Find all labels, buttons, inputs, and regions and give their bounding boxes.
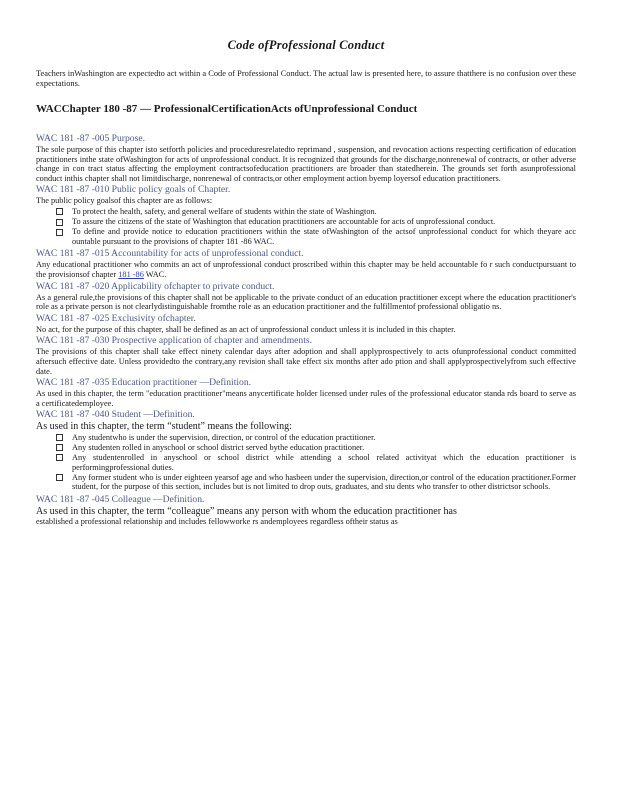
- bullet-list: [36, 433, 576, 492]
- square-bullet-icon: [56, 474, 63, 481]
- section-heading: WAC 181 -87 -015 Accountability for acts of unprofessional conduct.: [36, 248, 304, 260]
- square-bullet-icon: [56, 229, 63, 236]
- section-heading: WAC 181 -87 -020 Applicability ofchapter to private conduct.: [36, 280, 275, 292]
- document-page: [36, 38, 576, 528]
- list-item-text: To assure the citizens of the state of Washington that education practitioners are accountable for acts of unprofessional conduct.: [72, 217, 496, 227]
- intro-paragraph: Teachers inWashington are expectedto act within a Code of Professional Conduct. The actual law is presented here, to assure thatthere is no confusion over these expectations.: [36, 69, 576, 88]
- section-040: [36, 409, 576, 492]
- section-025: [36, 313, 576, 335]
- section-body: [36, 260, 576, 279]
- list-item: [56, 433, 576, 443]
- list-item: [56, 453, 576, 472]
- square-bullet-icon: [56, 454, 63, 461]
- section-020: [36, 281, 576, 312]
- section-010: [36, 184, 576, 246]
- section-body-text: WAC.: [145, 269, 167, 279]
- section-015: [36, 248, 576, 279]
- section-heading: WAC 181 -87 -025 Exclusivity ofchapter.: [36, 312, 196, 324]
- square-bullet-icon: [56, 208, 63, 215]
- section-body: The provisions of this chapter shall take effect ninety calendar days after adoption and shall applyprospectively to acts ofunprofessional conduct committed aftersuch effective date. Unless providedto the contrary,any revision shall take effect six months after ado ption and shall applyprospectivelyfrom such effective date.: [36, 347, 576, 376]
- list-item-text: Any studentenrolled in anyschool or school district while attending a school related activityat which the education practitioner is performingprofessional duties.: [72, 452, 576, 472]
- section-body: As used in this chapter, the term "education practitioner"means anycertificate holder licensed under rules of the professional educator standa rds board to serve as a certificatedemployee.: [36, 389, 576, 408]
- document-title: Code ofProfessional Conduct: [227, 38, 385, 52]
- section-heading: WAC 181 -87 -045 Colleague —Definition.: [36, 493, 205, 505]
- list-item-text: To protect the health, safety, and general welfare of students within the state of Washington.: [72, 206, 377, 216]
- list-item-text: Any studenten rolled in anyschool or school district served bythe education practitioner.: [72, 442, 365, 452]
- square-bullet-icon: [56, 219, 63, 226]
- section-030: [36, 335, 576, 376]
- square-bullet-icon: [56, 444, 63, 451]
- section-body: The sole purpose of this chapter isto setforth policies and proceduresrelatedto reprimand , suspension, and revocation actions respecting certification of education practitioners inthe state ofWashington for acts of unprofessional conduct. It is recognized that grounds for the discharge,nonrenewal of contracts, or other adverse change in con tract status affecting the employment contractsofeducation practitioners are broader than statedherein. The grounds set forth asunprofessional conduct inthis chapter shall not limitdischarge, nonrenewal of contracts,or other employment action byemp loyersof education practitioners.: [36, 145, 576, 183]
- section-045: [36, 494, 576, 527]
- list-item-text: Any former student who is under eighteen yearsof age and who hasbeen under the supervision, direction,or control of the education practitioner.Former student, for the purpose of this section, includes but is not limited to drop outs, graduates, and stu dents who transfer to other districtsor schools.: [72, 472, 576, 492]
- section-body-continued: established a professional relationship and includes fellowworke rs andemployees regardless oftheir status as: [36, 517, 398, 527]
- list-item-text: Any studentwho is under the supervision, direction, or control of the education practitioner.: [72, 432, 376, 442]
- section-heading: WAC 181 -87 -010 Public policy goals of Chapter.: [36, 184, 231, 196]
- section-heading: WAC 181 -87 -030 Prospective application of chapter and amendments.: [36, 335, 313, 347]
- chapter-link[interactable]: 181 -86: [118, 269, 144, 279]
- list-item-text: To define and provide notice to education practitioners within the state ofWashington of the actsof unprofessional conduct for which theyare acc ountable pursuant to the provisions of chapter 181 -86 WAC.: [72, 227, 576, 246]
- list-item: [56, 207, 576, 217]
- section-body: The public policy goalsof this chapter are as follows:: [36, 196, 213, 206]
- list-item: [56, 443, 576, 453]
- section-body-text: Any educational practitioner who commits an act of unprofessional conduct proscribed within this chapter may be held accountable fo r such conductpursuant to the provisionsof chapter: [36, 260, 576, 279]
- bullet-list: [36, 207, 576, 246]
- section-heading: WAC 181 -87 -040 Student —Definition.: [36, 409, 195, 421]
- section-body: As used in this chapter, the term “student” means the following:: [36, 421, 292, 433]
- section-body: As a general rule,the provisions of this chapter shall not be applicable to the private conduct of an education practitioner except where the education practitioner's role as a private person is not clearlydistinguishable fromthe role as an education practitioner and the fulfillmentof professional obligatio ns.: [36, 292, 576, 312]
- square-bullet-icon: [56, 434, 63, 441]
- section-heading: WAC 181 -87 -005 Purpose.: [36, 133, 145, 144]
- chapter-heading: WACChapter 180 -87 — ProfessionalCertificationActs ofUnprofessional Conduct: [36, 103, 418, 115]
- section-body: As used in this chapter, the term “colleague” means any person with whom the education practitioner has: [36, 505, 457, 517]
- section-035: [36, 377, 576, 408]
- section-heading: WAC 181 -87 -035 Education practitioner —Definition.: [36, 377, 252, 389]
- list-item: [56, 217, 576, 227]
- section-005: [36, 133, 576, 183]
- list-item: [56, 227, 576, 246]
- list-item: [56, 473, 576, 492]
- section-body: No act, for the purpose of this chapter, shall be defined as an act of unprofessional conduct unless it is included in this chapter.: [36, 324, 456, 334]
